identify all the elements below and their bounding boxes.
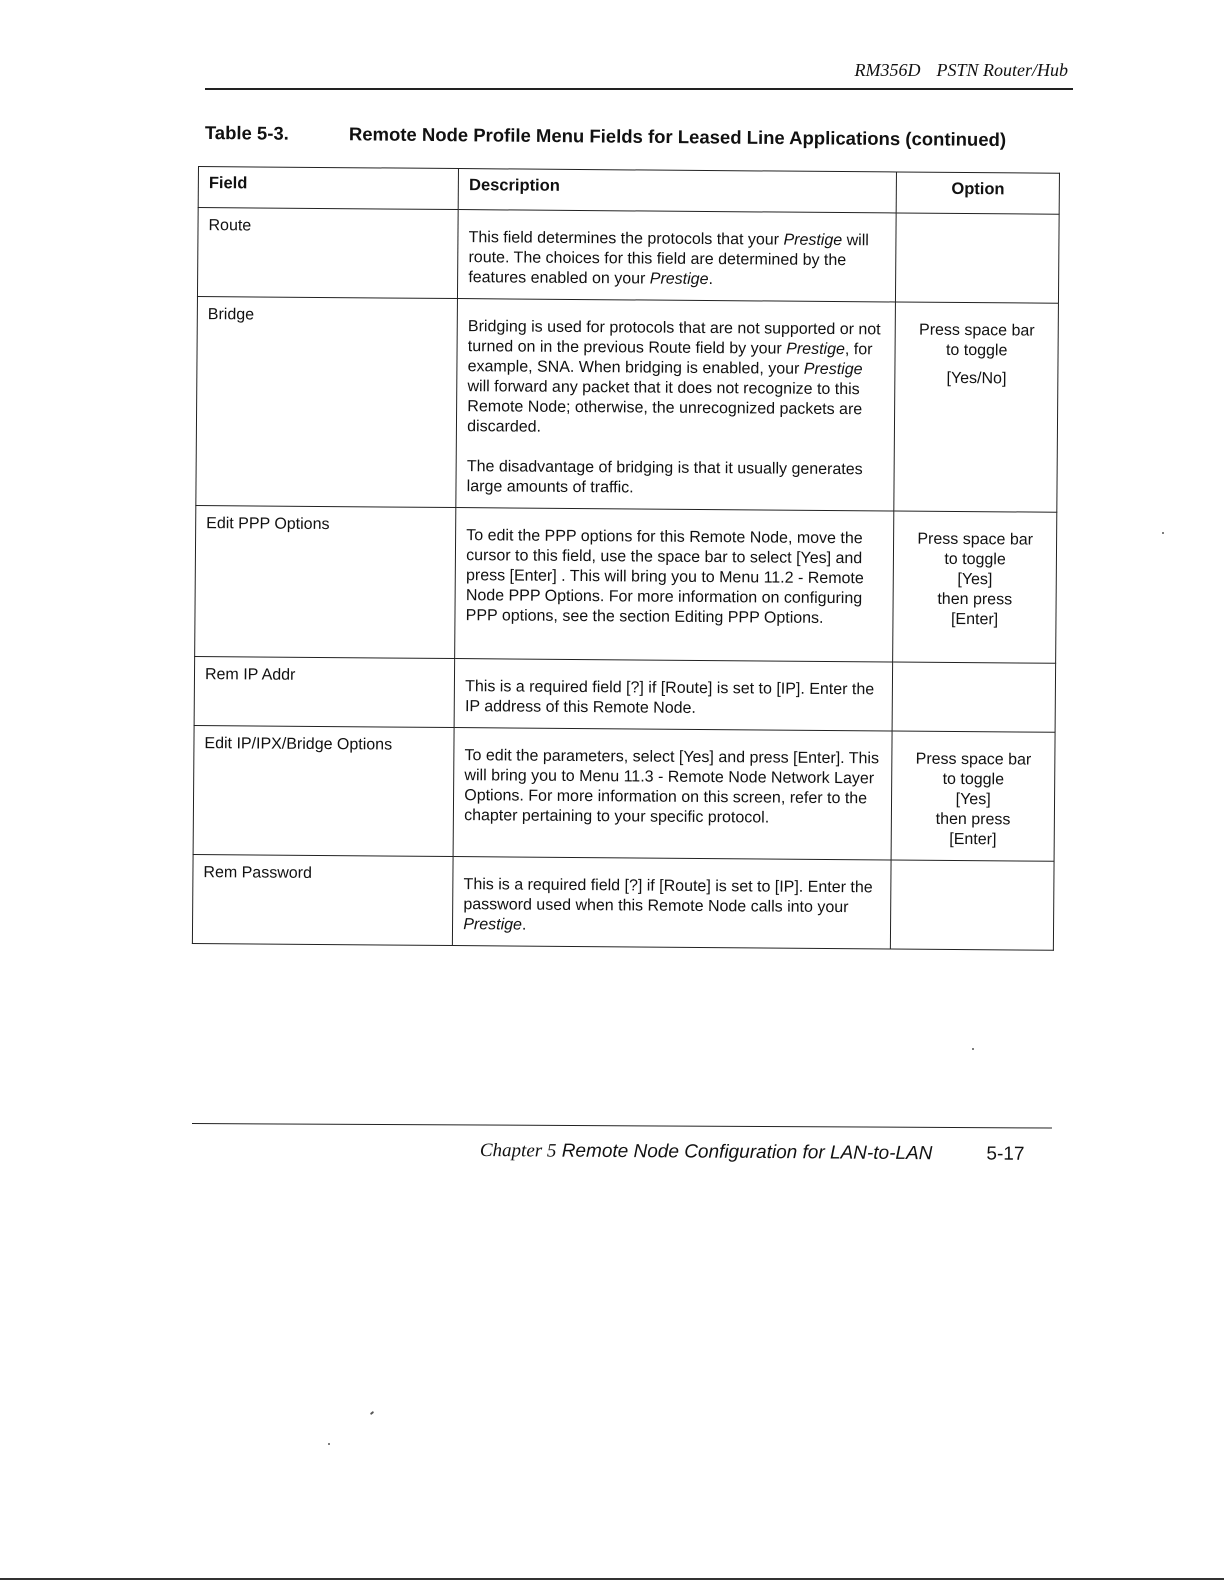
description-cell — [454, 659, 893, 731]
table-row — [193, 725, 1055, 861]
description-cell — [453, 857, 892, 949]
description-paragraph: The disadvantage of bridging is that it usually generates large amounts of traffic. — [466, 458, 863, 497]
option-line: to toggle — [942, 770, 1005, 789]
description-cell — [458, 210, 897, 302]
option-line: [Yes] — [955, 790, 991, 809]
scan-speck — [328, 1443, 330, 1445]
product-name-italic: Prestige — [786, 340, 845, 359]
field-name-cell: Edit PPP Options — [195, 505, 456, 658]
option-cell — [892, 662, 1055, 732]
option-line: to toggle — [945, 341, 1008, 360]
option-cell — [894, 302, 1058, 512]
description-paragraph: Bridging is used for protocols that are not supported or not turned on in the previous Route field by your Prestige, for example, SNA. When bridging is enabled, your Prestige will forward any packet that it does not recognize to this Remote Node; otherwise, the unrecognized packets are discarded. — [467, 318, 881, 436]
header-model: RM356D — [854, 60, 921, 80]
table-header-row — [198, 167, 1059, 215]
table-row — [194, 656, 1056, 732]
field-name-cell: Bridge — [196, 296, 458, 507]
option-line: to toggle — [944, 550, 1006, 569]
footer-rule — [192, 1123, 1052, 1129]
option-line: [Yes/No] — [946, 369, 1007, 388]
table-body — [192, 208, 1059, 951]
option-cell — [891, 731, 1055, 861]
option-line: Press space bar — [915, 750, 1032, 769]
scan-edge-rule — [0, 1578, 1224, 1580]
page-footer — [480, 1140, 1025, 1166]
field-name-cell: Rem IP Addr — [194, 656, 455, 727]
field-name-cell: Rem Password — [192, 854, 453, 945]
description-paragraph: This is a required field [?] if [Route] is set to [IP]. Enter the IP address of this Remote Node. — [464, 678, 875, 717]
scan-speck — [1162, 532, 1164, 534]
description-cell — [453, 728, 892, 860]
footer-chapter-name: Remote Node Configuration for LAN-to-LAN — [561, 1140, 933, 1165]
option-cell — [891, 860, 1054, 950]
table-row — [196, 296, 1059, 512]
header-rule — [205, 88, 1073, 90]
product-name-italic: Prestige — [783, 231, 843, 250]
product-name-italic: Prestige — [803, 360, 863, 379]
scan-speck — [370, 1411, 374, 1415]
description-paragraph: To edit the PPP options for this Remote Node, move the cursor to this field, use the space bar to select [Yes] and press [Enter] . This will bring you to Menu 11.2 - Remote Node PPP Options. For more information on configuring PPP options, see the section Editing PPP Options. — [465, 527, 864, 627]
column-header-description: Description — [458, 169, 896, 213]
option-line: then press — [937, 590, 1013, 609]
description-cell — [456, 299, 896, 511]
table-row — [192, 854, 1054, 950]
description-cell — [455, 508, 894, 662]
table-number: Table 5-3. — [204, 122, 289, 144]
fields-table — [192, 166, 1060, 951]
description-paragraph: This field determines the protocols that your Prestige will route. The choices for this field are determined by the features enabled on your Prestige. — [468, 229, 869, 289]
running-header — [854, 60, 1068, 81]
option-cell — [896, 213, 1059, 303]
footer-chapter-word: Chapter 5 — [479, 1140, 557, 1162]
option-line: [Enter] — [950, 610, 999, 629]
product-name-italic: Prestige — [463, 916, 523, 934]
description-paragraph: To edit the parameters, select [Yes] and press [Enter]. This will bring you to Menu 11.3 - Remote Node Network Layer Options. For more information on this screen, refer to the chapter pertaining to your specific protocol. — [464, 747, 880, 827]
table-row — [197, 208, 1059, 304]
header-product: PSTN Router/Hub — [936, 60, 1068, 80]
option-line: Press space bar — [918, 321, 1035, 340]
column-header-option: Option — [896, 172, 1059, 214]
option-line: [Enter] — [949, 830, 997, 849]
footer-chapter-title — [480, 1140, 933, 1164]
option-cell — [893, 511, 1057, 663]
product-name-italic: Prestige — [649, 270, 709, 289]
table-caption — [205, 122, 1065, 152]
column-header-field: Field — [198, 167, 459, 210]
table-row — [195, 505, 1057, 663]
description-paragraph: This is a required field [?] if [Route] is set to [IP]. Enter the password used when this Remote Node calls into your Prestige. — [463, 876, 873, 934]
scan-speck — [972, 1048, 974, 1050]
field-name-cell: Route — [197, 208, 458, 299]
field-name-cell: Edit IP/IPX/Bridge Options — [193, 725, 454, 856]
table-title: Remote Node Profile Menu Fields for Leased Line Applications (continued) — [348, 123, 1007, 150]
option-line: then press — [935, 810, 1011, 829]
option-line: [Yes] — [957, 570, 993, 589]
page-number: 5-17 — [986, 1143, 1025, 1165]
option-line: Press space bar — [917, 530, 1034, 549]
